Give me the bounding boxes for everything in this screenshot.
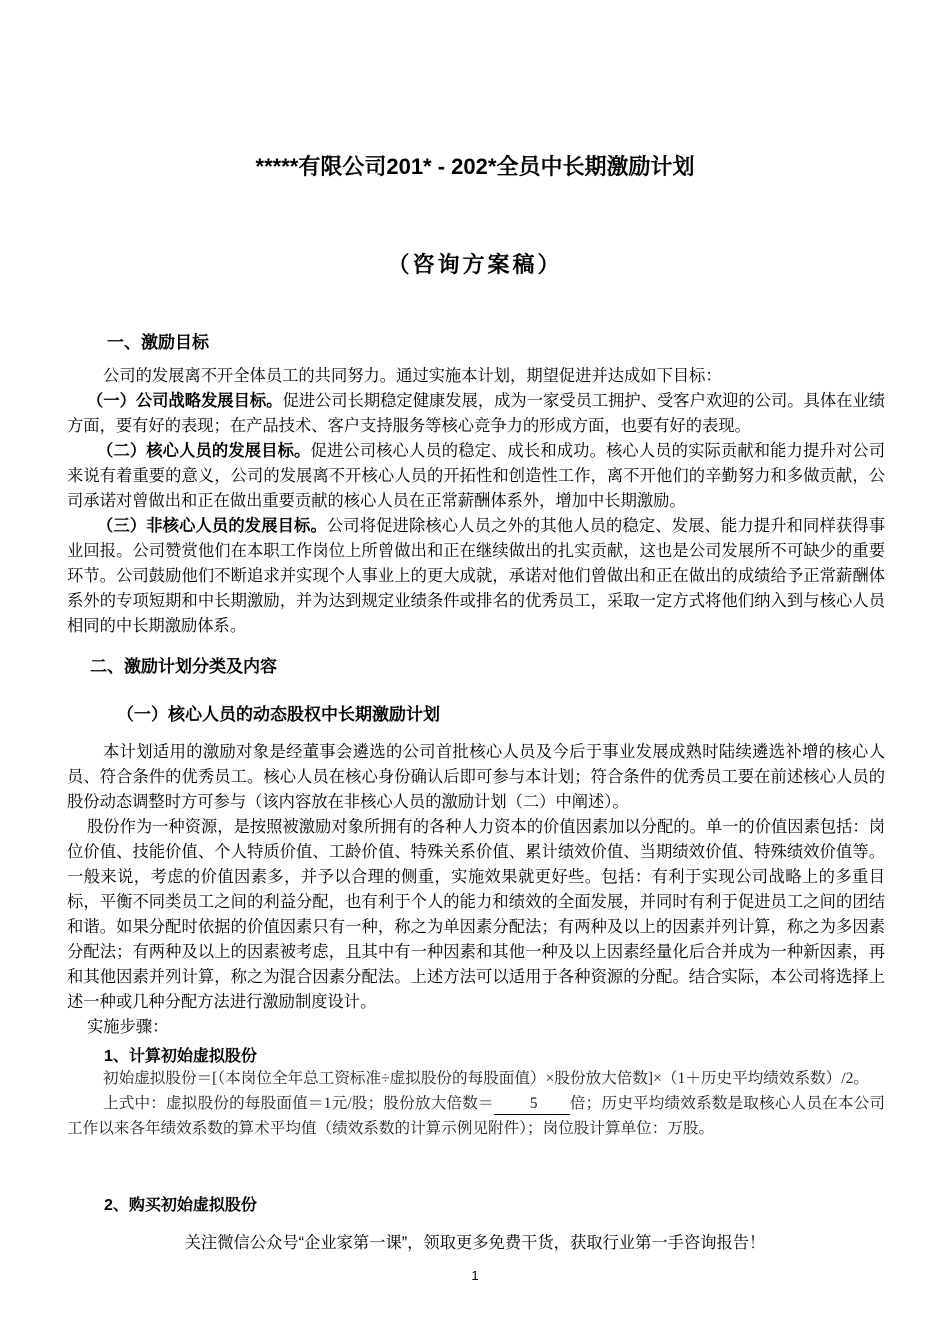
subsection1-body xyxy=(67,740,885,1040)
document-title: *****有限公司201* - 202*全员中长期激励计划 xyxy=(255,154,695,179)
document-subtitle: （咨询方案稿） xyxy=(387,252,563,277)
goal1-text: 促进公司长期稳定健康发展，成为一家受员工拥护、受客户欢迎的公司。具体在业绩方面，要有好的表现；在产品技术、客户支持服务等核心竞争力的形成方面，也要有好的表现。 xyxy=(67,392,885,435)
section2-heading: 二、激励计划分类及内容 xyxy=(90,657,277,676)
goal3-text: 公司将促进除核心人员之外的其他人员的稳定、发展、能力提升和同样获得事业回报。公司赞赏他们在本职工作岗位上所曾做出和正在继续做出的扎实贡献，这也是公司发展所不可缺少的重要环节。公司鼓励他们不断追求并实现个人事业上的更大成就，承诺对他们曾做出和正在做出的成绩给予正常薪酬体系外的专项短期和中长期激励，并为达到规定业绩条件或排名的优秀员工，采取一定方式将他们纳入到与核心人员相同的中长期激励体系。 xyxy=(67,517,885,635)
multiplier-value: 5 xyxy=(494,1094,570,1115)
subsection1-heading: （一）核心人员的动态股权中长期激励计划 xyxy=(117,705,440,724)
goal2-title: （二）核心人员的发展目标。 xyxy=(97,442,311,460)
goal1-paragraph xyxy=(67,389,885,439)
subsection1-para2: 股份作为一种资源，是按照被激励对象所拥有的各种人力资本的价值因素加以分配的。单一的价值因素包括：岗位价值、技能价值、个人特质价值、工龄价值、特殊关系价值、累计绩效价值、当期绩效价值、特殊绩效价值等。一般来说，考虑的价值因素多，并予以合理的侧重，实施效果就更好些。包括：有利于实现公司战略上的多重目标，平衡不同类员工之间的利益分配，也有利于个人的能力和绩效的全面发展，并同时有利于促进员工之间的团结和谐。如果分配时依据的价值因素只有一种，称之为单因素分配法；有两种及以上的因素并列计算，称之为多因素分配法；有两种及以上的因素被考虑，且其中有一种因素和其他一种及以上因素经量化后合并成为一种新因素，再和其他因素并列计算，称之为混合因素分配法。上述方法可以适用于各种资源的分配。结合实际，本公司将选择上述一种或几种分配方法进行激励制度设计。 xyxy=(67,818,885,1011)
subsection1-para1: 本计划适用的激励对象是经董事会遴选的公司首批核心人员及今后于事业发展成熟时陆续遴选补增的核心人员、符合条件的优秀员工。核心人员在核心身份确认后即可参与本计划；符合条件的优秀员工要在前述核心人员的股份动态调整时方可参与（该内容放在非核心人员的激励计划（二）中阐述）。 xyxy=(67,743,885,811)
step1-body xyxy=(67,1066,885,1141)
formula-paragraph: 初始虚拟股份＝[（本岗位全年总工资标准÷虚拟股份的每股面值）×股份放大倍数]×（1＋历史平均绩效系数）/2。 xyxy=(103,1070,869,1087)
formula-note-suffix: 倍；历史平均绩效系数是取核心人员在本公司工作以来各年绩效系数的算术平均值（绩效系数的计算示例见附件）；岗位股计算单位：万股。 xyxy=(67,1095,885,1137)
step1-heading: 1、计算初始虚拟股份 xyxy=(104,1048,257,1065)
page-number: 1 xyxy=(471,1268,479,1283)
formula-note xyxy=(67,1091,885,1141)
goal3-title: （三）非核心人员的发展目标。 xyxy=(97,517,327,535)
goal3-paragraph xyxy=(67,514,885,639)
promo-footer: 关注微信公众号“企业家第一课”，领取更多免费干货，获取行业第一手咨询报告！ xyxy=(184,1234,766,1252)
goal1-title: （一）公司战略发展目标。 xyxy=(87,392,283,410)
section1-heading: 一、激励目标 xyxy=(107,333,209,352)
section1-body xyxy=(67,364,885,639)
goal2-paragraph xyxy=(67,439,885,514)
goal2-text: 促进公司核心人员的稳定、成长和成功。核心人员的实际贡献和能力提升对公司来说有着重要的意义，公司的发展离不开核心人员的开拓性和创造性工作，离不开他们的辛勤努力和多做贡献，公司承诺对曾做出和正在做出重要贡献的核心人员在正常薪酬体系外，增加中长期激励。 xyxy=(67,442,885,510)
step2-heading: 2、购买初始虚拟股份 xyxy=(104,1197,257,1214)
steps-label: 实施步骤： xyxy=(87,1018,169,1036)
formula-note-prefix: 上式中：虚拟股份的每股面值＝1元/股；股份放大倍数＝ xyxy=(103,1095,494,1112)
section1-intro: 公司的发展离不开全体员工的共同努力。通过实施本计划，期望促进并达成如下目标： xyxy=(103,367,722,385)
